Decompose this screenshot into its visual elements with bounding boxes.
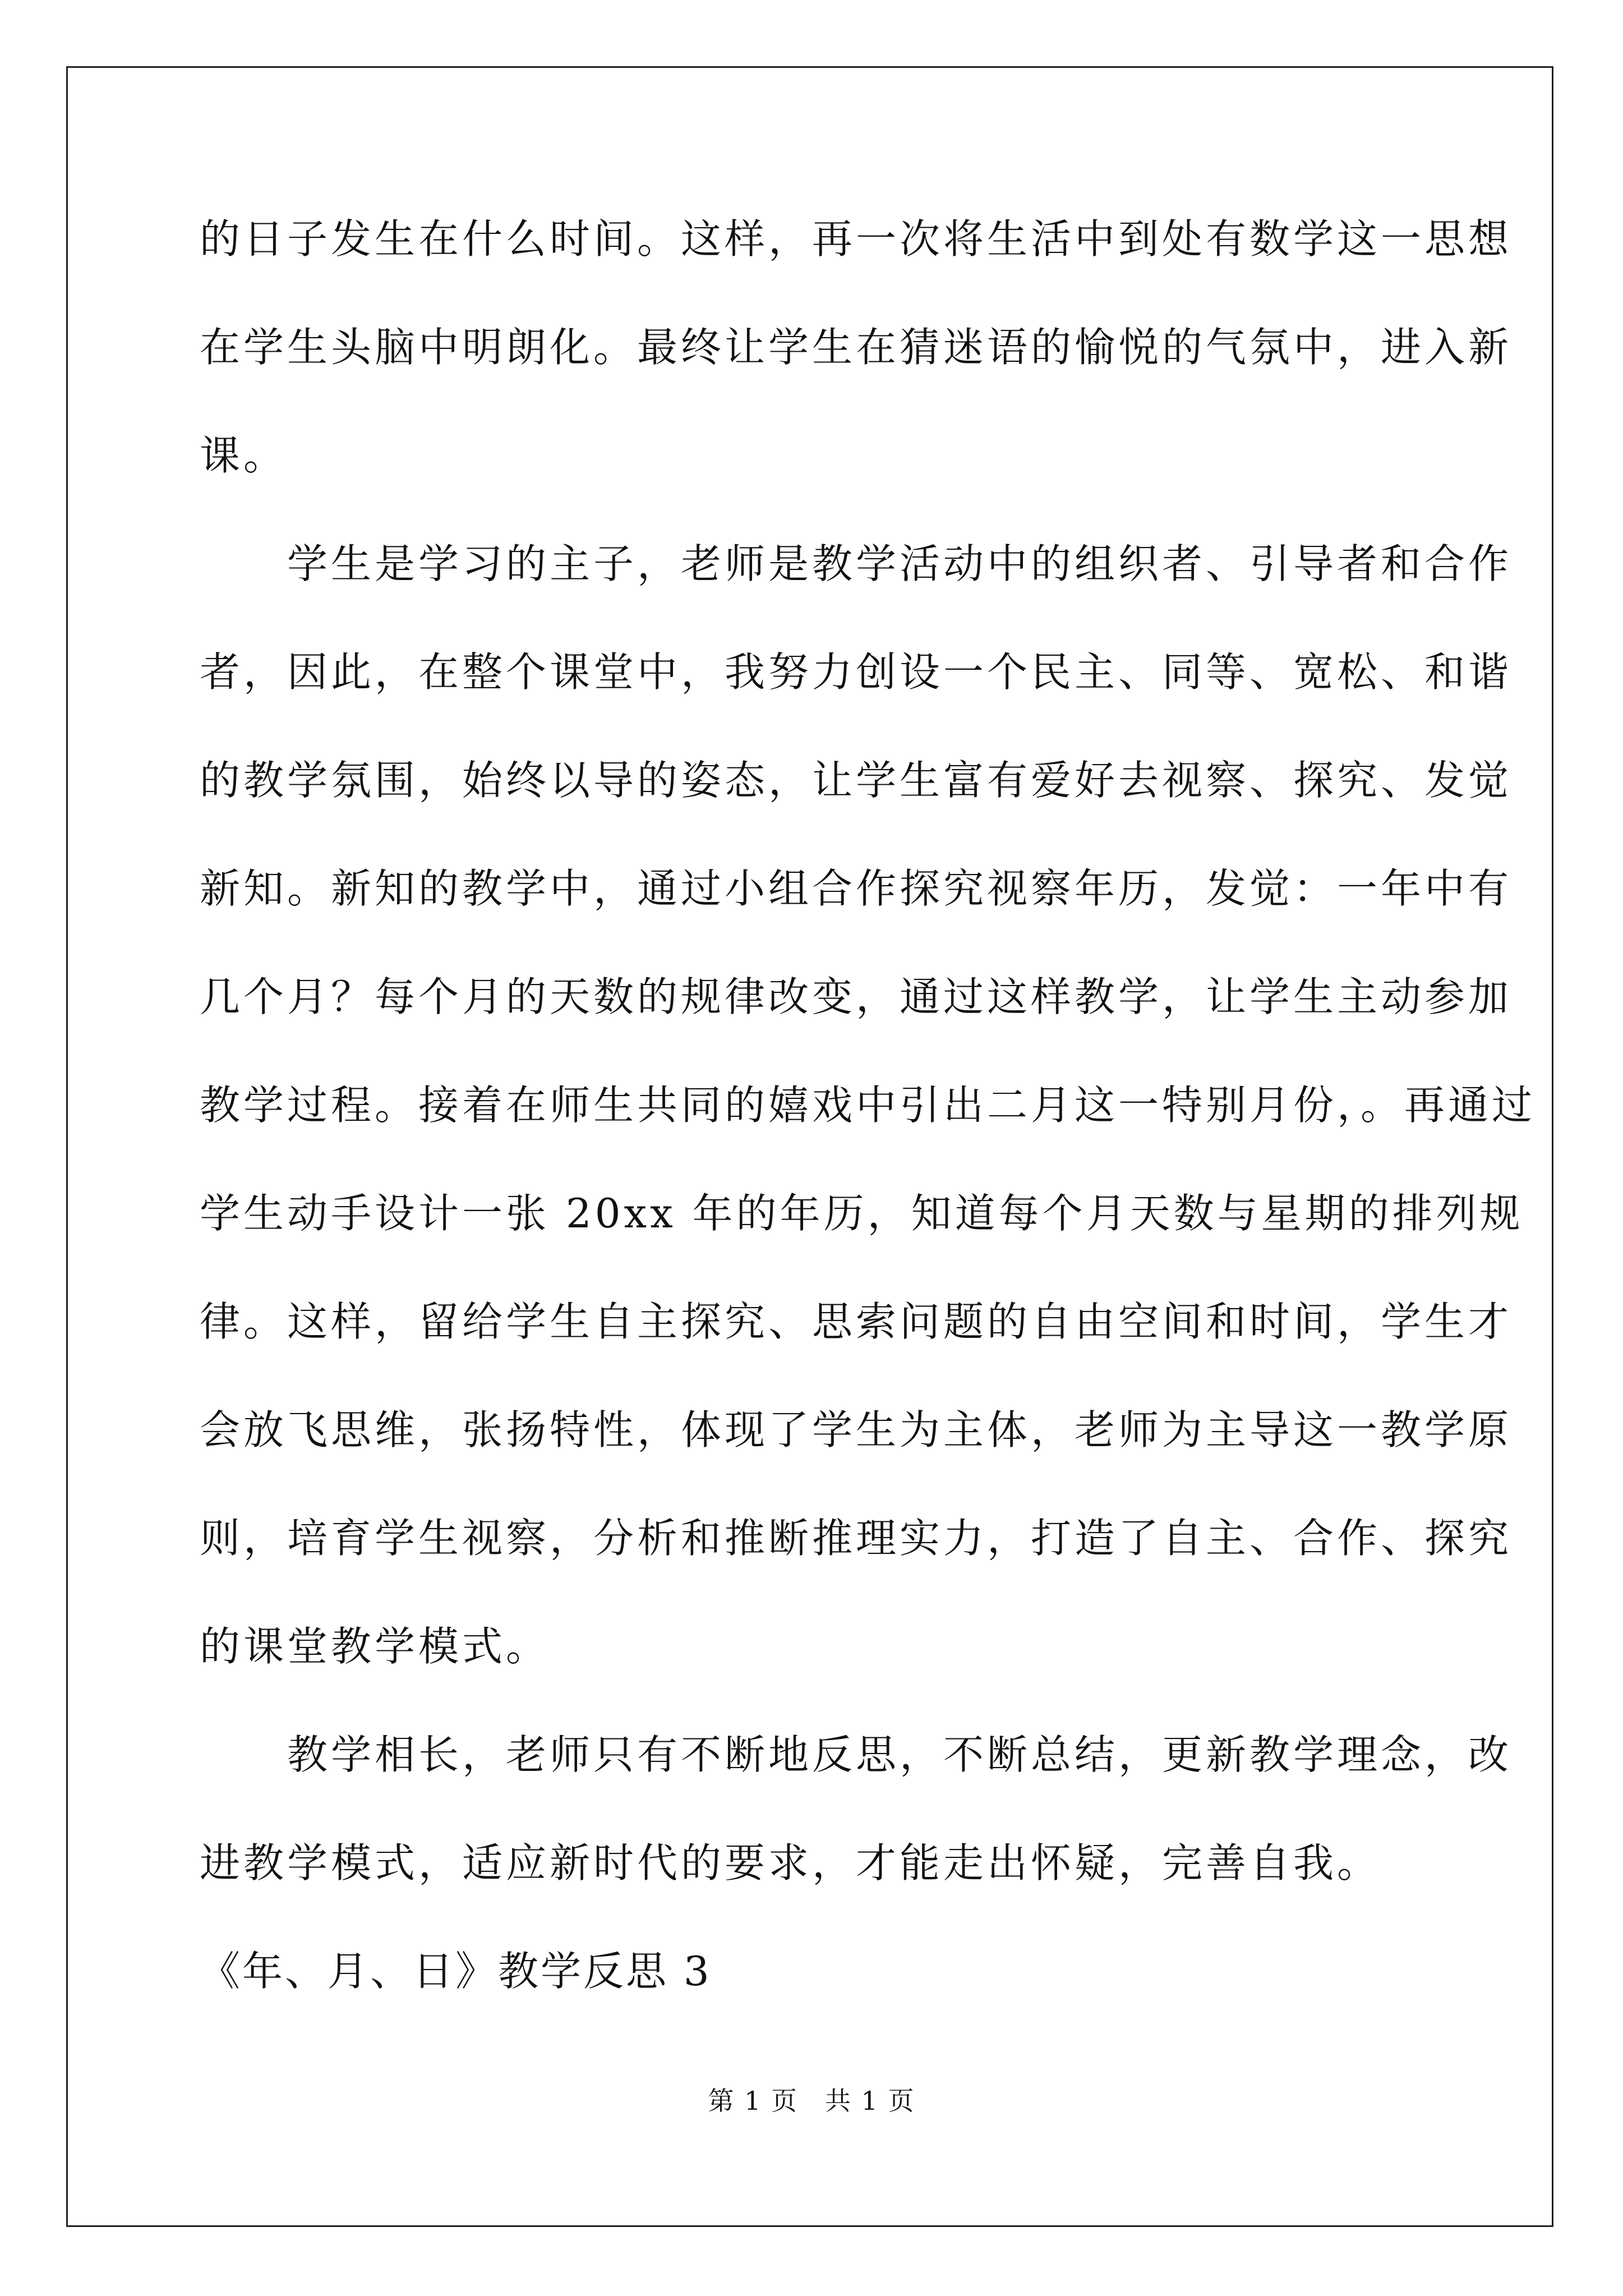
text-line: 会放飞思维，张扬特性，体现了学生为主体，老师为主导这一教学原 [200,1406,1513,1453]
text-line: 进教学模式，适应新时代的要求，才能走出怀疑，完善自我。 [200,1839,1381,1887]
text-line: 的教学氛围，始终以导的姿态，让学生富有爱好去视察、探究、发觉 [200,757,1513,804]
text-line: 几个月？每个月的天数的规律改变，通过这样教学，让学生主动参加 [200,973,1513,1020]
text-line: 新知。新知的教学中，通过小组合作探究视察年历，发觉：一年中有 [200,865,1513,912]
text-line: 教学过程。接着在师生共同的嬉戏中引出二月这一特别月份，。再通过 [200,1082,1536,1129]
text-line: 教学相长，老师只有不断地反思，不断总结，更新教学理念，改 [200,1731,1513,1778]
text-line: 的日子发生在什么时间。这样，再一次将生活中到处有数学这一思想 [200,215,1513,263]
text-line: 者，因此，在整个课堂中，我努力创设一个民主、同等、宽松、和谐 [200,648,1513,696]
text-line: 课。 [200,432,288,479]
section-heading: 《年、月、日》教学反思 3 [200,1948,712,1995]
text-line: 学生动手设计一张 20xx 年的年历，知道每个月天数与星期的排列规 [200,1190,1524,1237]
page-footer: 第 1 页 共 1 页 [708,2086,915,2116]
document-body [200,215,1536,2059]
text-line: 的课堂教学模式。 [200,1623,550,1670]
text-line: 学生是学习的主子，老师是教学活动中的组织者、引导者和合作 [200,540,1513,587]
text-line: 则，培育学生视察，分析和推断推理实力，打造了自主、合作、探究 [200,1515,1513,1562]
text-line: 在学生头脑中明朗化。最终让学生在猜迷语的愉悦的气氛中，进入新 [200,324,1513,371]
text-line: 律。这样，留给学生自主探究、思索问题的自由空间和时间，学生才 [200,1298,1513,1345]
